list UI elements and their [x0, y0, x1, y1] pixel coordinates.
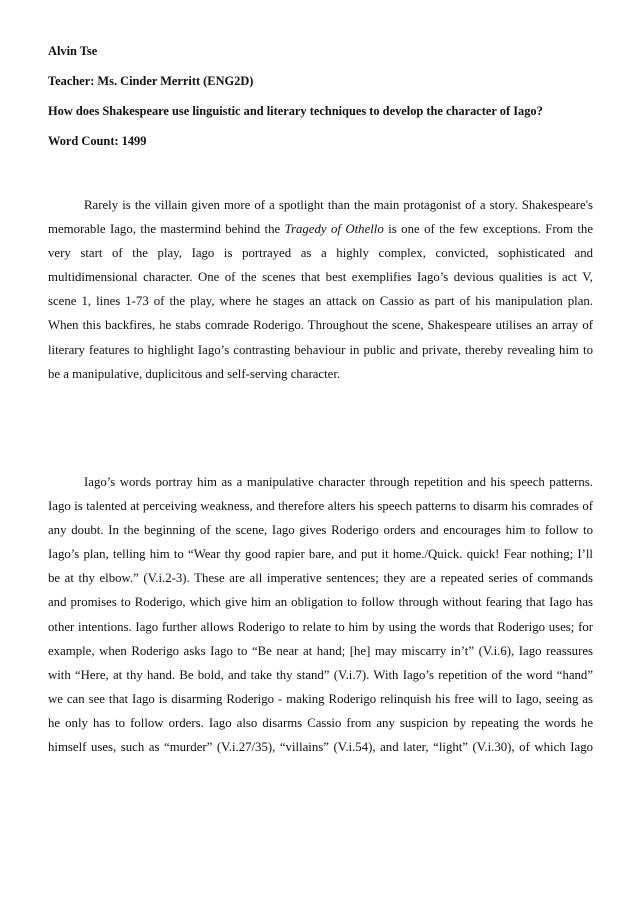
paragraph-line: himself uses, such as “murder” (V.i.27/35), “villains” (V.i.54), and later, “light” (V.i.30), of which Iago [48, 740, 593, 755]
author-name: Alvin Tse [48, 44, 98, 58]
paragraph-line: very start of the play, Iago is portrayed as a highly complex, convicted, sophisticated and [48, 246, 593, 261]
play-title: Tragedy of Othello [284, 222, 384, 237]
paragraph-line: example, when Roderigo asks Iago to “Be near at hand; [he] may miscarry in’t” (V.i.6), Iago reassures [48, 643, 593, 658]
paragraph-line: Rarely is the villain given more of a spotlight than the main protagonist of a story. Shakespeare's [84, 198, 593, 212]
paragraph-line: literary features to highlight Iago’s contrasting behaviour in public and private, thereby revealing him to [48, 342, 593, 357]
paragraph-1 [48, 193, 593, 386]
paragraph-line: Iago’s words portray him as a manipulative character through repetition and his speech patterns. [84, 475, 593, 489]
paragraph-line: and promises to Roderigo, which give him an obligation to follow through without fearing that Iago has [48, 595, 593, 610]
paragraph-line: he only has to follow orders. Iago also disarms Cassio from any suspicion by repeating the words he [48, 715, 593, 730]
teacher-line: Teacher: Ms. Cinder Merritt (ENG2D) [48, 74, 254, 88]
paragraph-line: with “Here, at thy hand. Be bold, and take thy stand” (V.i.7). With Iago’s repetition of the word “hand” [48, 667, 593, 682]
paragraph-line: multidimensional character. One of the scenes that best exemplifies Iago’s devious qualities is act V, [48, 270, 593, 285]
paragraph-line: When this backfires, he stabs comrade Roderigo. Throughout the scene, Shakespeare utilises an array of [48, 318, 593, 333]
paragraph-line: memorable Iago, the mastermind behind the Tragedy of Othello is one of the few exceptions. From the [48, 222, 594, 237]
paragraph-line: scene 1, lines 1-73 of the play, where he stages an attack on Cassio as part of his manipulation plan. [48, 294, 593, 309]
paragraph-2 [48, 470, 593, 759]
word-count: Word Count: 1499 [48, 134, 147, 148]
paragraph-line: be at thy elbow.” (V.i.2-3). These are all imperative sentences; they are a repeated series of commands [48, 571, 593, 586]
essay-question: How does Shakespeare use linguistic and literary techniques to develop the character of Iago? [48, 104, 543, 118]
paragraph-line: any doubt. In the beginning of the scene, Iago gives Roderigo orders and encourages him to follow to [48, 523, 593, 538]
paragraph-line: be a manipulative, duplicitous and self-serving character. [48, 366, 341, 381]
paragraph-line: other intentions. Iago further allows Roderigo to relate to him by using the words that Roderigo uses; for [48, 619, 593, 634]
paragraph-line: we can see that Iago is disarming Roderigo - making Roderigo relinquish his free will to Iago, seeing as [48, 691, 593, 706]
paragraph-line: Iago is talented at perceiving weakness, and therefore alters his speech patterns to disarm his comrades of [48, 499, 593, 514]
paragraph-line: Iago’s plan, telling him to “Wear thy good rapier bare, and put it home./Quick. quick! Fear nothing; I’ll [48, 547, 593, 562]
